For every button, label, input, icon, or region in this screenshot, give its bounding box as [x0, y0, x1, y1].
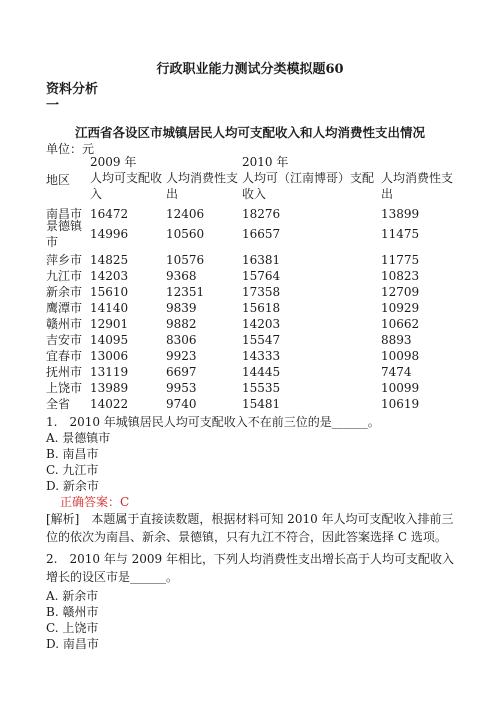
header-consume-2010: 人均消费性支出	[381, 171, 454, 201]
table-cell-income-2010: 16657	[242, 227, 281, 241]
table-cell-income-2010: 15618	[242, 301, 281, 315]
table-cell-consume-2009: 10576	[166, 253, 205, 267]
table-cell-consume-2009: 9368	[166, 269, 197, 283]
question-1-option-d: D. 新余市	[46, 479, 99, 493]
table-cell-consume-2010: 8893	[381, 333, 412, 347]
table-cell-income-2010: 18276	[242, 207, 281, 221]
table-cell-income-2009: 14022	[90, 397, 129, 411]
table-cell-income-2009: 14996	[90, 227, 129, 241]
question-2-option-b: B. 赣州市	[46, 605, 99, 619]
table-cell-income-2010: 15481	[242, 397, 281, 411]
table-cell-region: 赣州市	[46, 317, 83, 331]
section-label: 资料分析	[46, 82, 99, 97]
table-cell-income-2010: 14445	[242, 365, 281, 379]
question-1-explanation: [解析] 本题属于直接读数题，根据材料可知 2010 年人均可支配收入排前三位的依次为南昌、新余、景德镇，只有九江不符合，因此答案选择 C 选项。	[46, 512, 454, 544]
table-cell-income-2009: 13006	[90, 349, 129, 363]
table-cell-consume-2010: 11475	[381, 227, 420, 241]
question-2-option-d: D. 南昌市	[46, 637, 99, 651]
header-region: 地区	[46, 173, 71, 187]
table-cell-consume-2010: 13899	[381, 207, 420, 221]
table-cell-region: 全省	[46, 397, 71, 411]
table-cell-consume-2009: 9740	[166, 397, 197, 411]
header-income-2009: 人均可支配收入	[90, 171, 163, 201]
table-cell-region: 南昌市	[46, 207, 83, 221]
table-cell-consume-2010: 10929	[381, 301, 420, 315]
table-cell-consume-2009: 10560	[166, 227, 205, 241]
table-cell-region: 景德镇市	[46, 219, 83, 249]
table-cell-region: 吉安市	[46, 333, 83, 347]
table-cell-region: 抚州市	[46, 365, 83, 379]
question-1-option-a: A. 景德镇市	[46, 431, 111, 445]
table-cell-income-2009: 14203	[90, 269, 129, 283]
table-cell-consume-2009: 9882	[166, 317, 197, 331]
table-cell-region: 上饶市	[46, 381, 83, 395]
table-cell-consume-2010: 11775	[381, 253, 420, 267]
table-cell-consume-2010: 10662	[381, 317, 420, 331]
table-cell-region: 九江市	[46, 269, 83, 283]
table-cell-consume-2010: 7474	[381, 365, 412, 379]
header-income-2010: 人均可（江南博哥）支配收入	[242, 171, 375, 201]
table-cell-income-2009: 13119	[90, 365, 129, 379]
table-unit: 单位：元	[46, 142, 95, 156]
table-title: 江西省各设区市城镇居民人均可支配收入和人均消费性支出情况	[74, 125, 425, 140]
table-cell-income-2009: 12901	[90, 317, 129, 331]
table-cell-consume-2010: 12709	[381, 285, 420, 299]
document-title: 行政职业能力测试分类模拟题60	[156, 62, 344, 77]
table-cell-region: 萍乡市	[46, 253, 83, 267]
table-cell-income-2009: 14825	[90, 253, 129, 267]
table-cell-consume-2009: 12406	[166, 207, 205, 221]
table-cell-region: 宜春市	[46, 349, 83, 363]
table-cell-consume-2010: 10099	[381, 381, 420, 395]
table-cell-consume-2009: 8306	[166, 333, 197, 347]
table-cell-consume-2009: 9923	[166, 349, 197, 363]
question-1-answer: 正确答案：C	[60, 495, 130, 509]
question-2-stem: 2. 2010 年与 2009 年相比，下列人均消费性支出增长高于人均可支配收入增长的设区市是______。	[46, 552, 454, 584]
question-1-stem: 1. 2010 年城镇居民人均可支配收入不在前三位的是______。	[46, 415, 380, 429]
table-cell-income-2010: 16381	[242, 253, 281, 267]
table-cell-income-2009: 14095	[90, 333, 129, 347]
table-cell-income-2009: 13989	[90, 381, 129, 395]
table-cell-income-2009: 14140	[90, 301, 129, 315]
table-cell-income-2010: 15547	[242, 333, 281, 347]
table-cell-income-2010: 14333	[242, 349, 281, 363]
table-cell-income-2010: 14203	[242, 317, 281, 331]
header-consume-2009: 人均消费性支出	[166, 171, 239, 201]
header-year-2009: 2009 年	[90, 155, 137, 169]
table-cell-consume-2010: 10619	[381, 397, 420, 411]
table-cell-region: 鹰潭市	[46, 301, 83, 315]
header-year-2010: 2010 年	[242, 155, 289, 169]
table-cell-income-2009: 15610	[90, 285, 129, 299]
table-cell-consume-2009: 9953	[166, 381, 197, 395]
table-cell-region: 新余市	[46, 285, 83, 299]
table-cell-consume-2010: 10098	[381, 349, 420, 363]
table-cell-consume-2009: 9839	[166, 301, 197, 315]
table-cell-consume-2009: 6697	[166, 365, 197, 379]
table-cell-income-2009: 16472	[90, 207, 129, 221]
question-2-option-c: C. 上饶市	[46, 621, 99, 635]
section-number: 一	[46, 98, 60, 113]
question-1-option-b: B. 南昌市	[46, 447, 99, 461]
question-1-option-c: C. 九江市	[46, 463, 99, 477]
table-cell-income-2010: 17358	[242, 285, 281, 299]
table-cell-income-2010: 15764	[242, 269, 281, 283]
question-2-option-a: A. 新余市	[46, 589, 99, 603]
table-cell-consume-2009: 12351	[166, 285, 205, 299]
table-cell-income-2010: 15535	[242, 381, 281, 395]
table-cell-consume-2010: 10823	[381, 269, 420, 283]
